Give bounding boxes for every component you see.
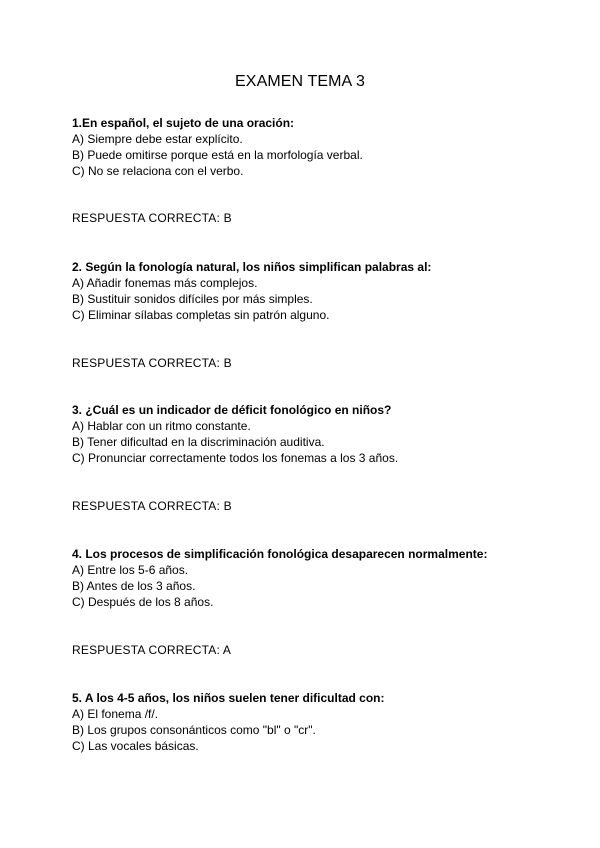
question-block-4	[72, 546, 552, 610]
option-a: A) Entre los 5-6 años.	[72, 563, 189, 577]
question-text: 4. Los procesos de simplificación fonológica desaparecen normalmente:	[72, 547, 488, 561]
question-text: 3. ¿Cuál es un indicador de déficit fonológico en niños?	[72, 403, 392, 417]
question-block-1	[72, 115, 552, 179]
option-c: C) Eliminar sílabas completas sin patrón alguno.	[72, 308, 330, 322]
option-b: B) Puede omitirse porque está en la morfología verbal.	[72, 148, 363, 162]
question-text: 1.En español, el sujeto de una oración:	[72, 116, 295, 130]
answer-1: RESPUESTA CORRECTA: B	[72, 211, 232, 225]
answer-2: RESPUESTA CORRECTA: B	[72, 356, 232, 370]
option-a: A) Siempre debe estar explícito.	[72, 132, 243, 146]
question-text: 2. Según la fonología natural, los niños simplifican palabras al:	[72, 260, 432, 274]
option-b: B) Tener dificultad en la discriminación auditiva.	[72, 435, 325, 449]
option-c: C) No se relaciona con el verbo.	[72, 164, 244, 178]
option-b: B) Los grupos consonánticos como "bl" o "cr".	[72, 723, 316, 737]
option-c: C) Las vocales básicas.	[72, 739, 199, 753]
option-a: A) Añadir fonemas más complejos.	[72, 276, 258, 290]
question-block-3	[72, 402, 552, 466]
page-title: EXAMEN TEMA 3	[235, 73, 365, 90]
option-c: C) Después de los 8 años.	[72, 595, 214, 609]
answer-3: RESPUESTA CORRECTA: B	[72, 499, 232, 513]
question-block-2	[72, 259, 552, 323]
option-a: A) El fonema /f/.	[72, 707, 159, 721]
question-block-5	[72, 690, 552, 754]
question-text: 5. A los 4-5 años, los niños suelen tener dificultad con:	[72, 691, 385, 705]
option-b: B) Antes de los 3 años.	[72, 579, 196, 593]
answer-4: RESPUESTA CORRECTA: A	[72, 643, 232, 657]
option-b: B) Sustituir sonidos difíciles por más simples.	[72, 292, 313, 306]
option-a: A) Hablar con un ritmo constante.	[72, 419, 251, 433]
option-c: C) Pronunciar correctamente todos los fonemas a los 3 años.	[72, 451, 399, 465]
